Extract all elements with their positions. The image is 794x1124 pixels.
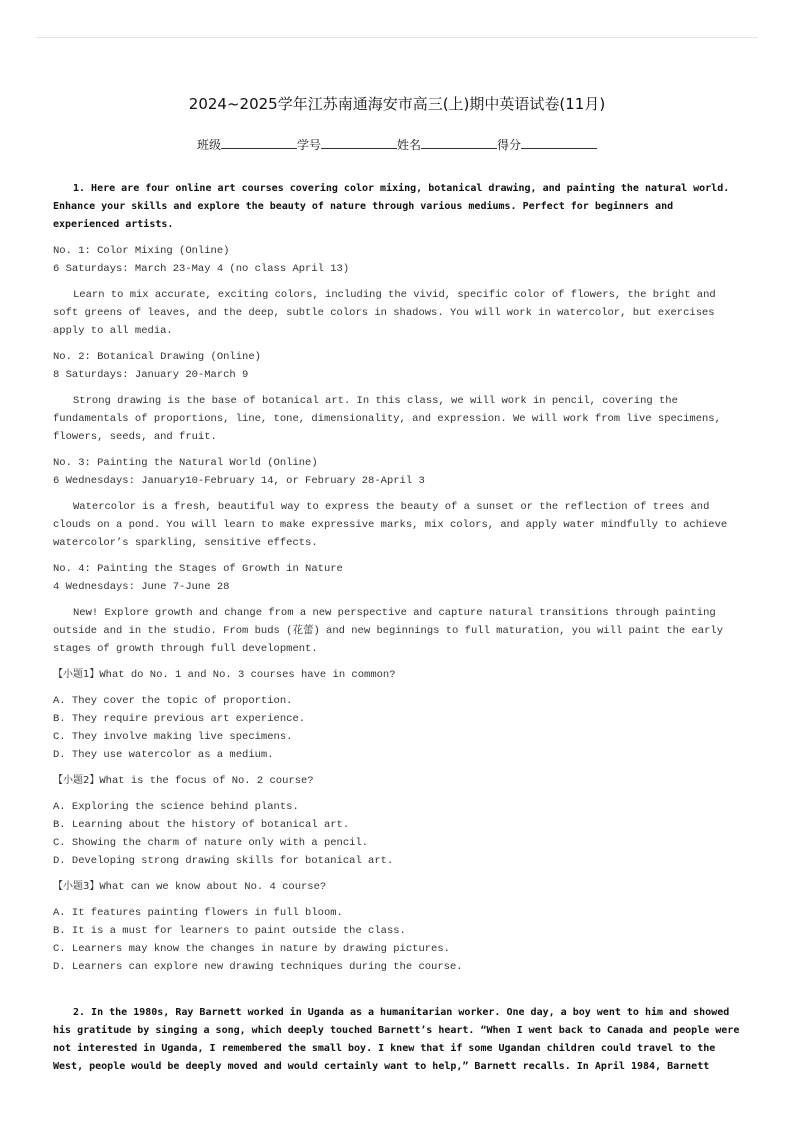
- sub-question-1-text: What do No. 1 and No. 3 courses have in common?: [99, 669, 396, 681]
- section-spacer: [53, 984, 743, 1004]
- option-c[interactable]: C. Showing the charm of nature only with a pencil.: [53, 837, 369, 849]
- score-blank[interactable]: [521, 136, 597, 149]
- sub-question-2-tag: 【小题2】: [53, 775, 100, 786]
- score-label: 得分: [497, 138, 522, 152]
- course-1-title: No. 1: Color Mixing (Online): [53, 245, 230, 257]
- sub-question-1-tag: 【小题1】: [53, 669, 100, 680]
- course-3-title: No. 3: Painting the Natural World (Online): [53, 457, 318, 469]
- name-label: 姓名: [397, 138, 422, 152]
- course-2-title: No. 2: Botanical Drawing (Online): [53, 351, 261, 363]
- option-d[interactable]: D. Developing strong drawing skills for botanical art.: [53, 855, 394, 867]
- option-c[interactable]: C. Learners may know the changes in nature by drawing pictures.: [53, 943, 450, 955]
- option-b[interactable]: B. It is a must for learners to paint outside the class.: [53, 925, 406, 937]
- student-info-fields: [0, 136, 794, 153]
- course-4-title: No. 4: Painting the Stages of Growth in Nature: [53, 563, 343, 575]
- option-b[interactable]: B. Learning about the history of botanical art.: [53, 819, 350, 831]
- option-c[interactable]: C. They involve making live specimens.: [53, 731, 293, 743]
- exam-content: [53, 180, 743, 1084]
- course-2-header: [53, 348, 743, 384]
- name-blank[interactable]: [421, 136, 497, 149]
- course-3-header: [53, 454, 743, 490]
- course-3-schedule: 6 Wednesdays: January10-February 14, or February 28-April 3: [53, 475, 425, 487]
- sub-question-1-options: [53, 692, 743, 764]
- page-title: 2024~2025学年江苏南通海安市高三(上)期中英语试卷(11月): [188, 95, 606, 113]
- course-2-schedule: 8 Saturdays: January 20-March 9: [53, 369, 249, 381]
- option-b[interactable]: B. They require previous art experience.: [53, 713, 306, 725]
- course-3-description: Watercolor is a fresh, beautiful way to express the beauty of a sunset or the reflection of trees and clouds on a pond. You will learn to make expressive marks, mix colors, and apply water mindfully to achieve watercolor’s sparkling, sensitive effects.: [53, 501, 728, 549]
- sub-question-1: [53, 666, 743, 684]
- option-d[interactable]: D. Learners can explore new drawing techniques during the course.: [53, 961, 463, 973]
- sub-question-2-options: [53, 798, 743, 870]
- option-a[interactable]: A. Exploring the science behind plants.: [53, 801, 299, 813]
- class-blank[interactable]: [221, 136, 297, 149]
- sub-question-3-tag: 【小题3】: [53, 881, 100, 892]
- sub-question-2-text: What is the focus of No. 2 course?: [99, 775, 314, 787]
- course-4-schedule: 4 Wednesdays: June 7-June 28: [53, 581, 230, 593]
- number-blank[interactable]: [321, 136, 397, 149]
- course-2-description: Strong drawing is the base of botanical art. In this class, we will work in pencil, covering the fundamentals of proportions, line, tone, dimensionality, and expression. We will work from live specimens, flowers, seeds, and fruit.: [53, 395, 721, 443]
- question-2-intro: 2. In the 1980s, Ray Barnett worked in Uganda as a humanitarian worker. One day, a boy went to him and showed his gratitude by singing a song, which deeply touched Barnett’s heart. “When I went back to Canada and people were not interested in Uganda, I remembered the small boy. I knew that if some Ugandan children could travel to the West, people would be deeply moved and would certainly want to help,” Barnett recalls. In April 1984, Barnett: [53, 1007, 740, 1072]
- course-1-schedule: 6 Saturdays: March 23-May 4 (no class April 13): [53, 263, 350, 275]
- sub-question-3-options: [53, 904, 743, 976]
- sub-question-2: [53, 772, 743, 790]
- course-4-description: New! Explore growth and change from a new perspective and capture natural transitions through painting outside and in the studio. From buds (花蕾) and new beginnings to full maturation, you will paint the early stages of growth through full development.: [53, 607, 724, 655]
- question-1-intro: 1. Here are four online art courses covering color mixing, botanical drawing, and painting the natural world. Enhance your skills and explore the beauty of nature through various mediums. Perfect for beginners and experienced artists.: [53, 183, 730, 230]
- class-label: 班级: [196, 138, 221, 152]
- option-a[interactable]: A. It features painting flowers in full bloom.: [53, 907, 343, 919]
- course-4-header: [53, 560, 743, 596]
- top-divider: [36, 37, 758, 38]
- sub-question-3-text: What can we know about No. 4 course?: [99, 881, 327, 893]
- number-label: 学号: [296, 138, 321, 152]
- option-d[interactable]: D. They use watercolor as a medium.: [53, 749, 274, 761]
- sub-question-3: [53, 878, 743, 896]
- option-a[interactable]: A. They cover the topic of proportion.: [53, 695, 293, 707]
- course-1-header: [53, 242, 743, 278]
- course-1-description: Learn to mix accurate, exciting colors, including the vivid, specific color of flowers, the bright and soft greens of leaves, and the deep, subtle colors in shadows. You will work in watercolor, but exercises apply to all media.: [53, 289, 716, 337]
